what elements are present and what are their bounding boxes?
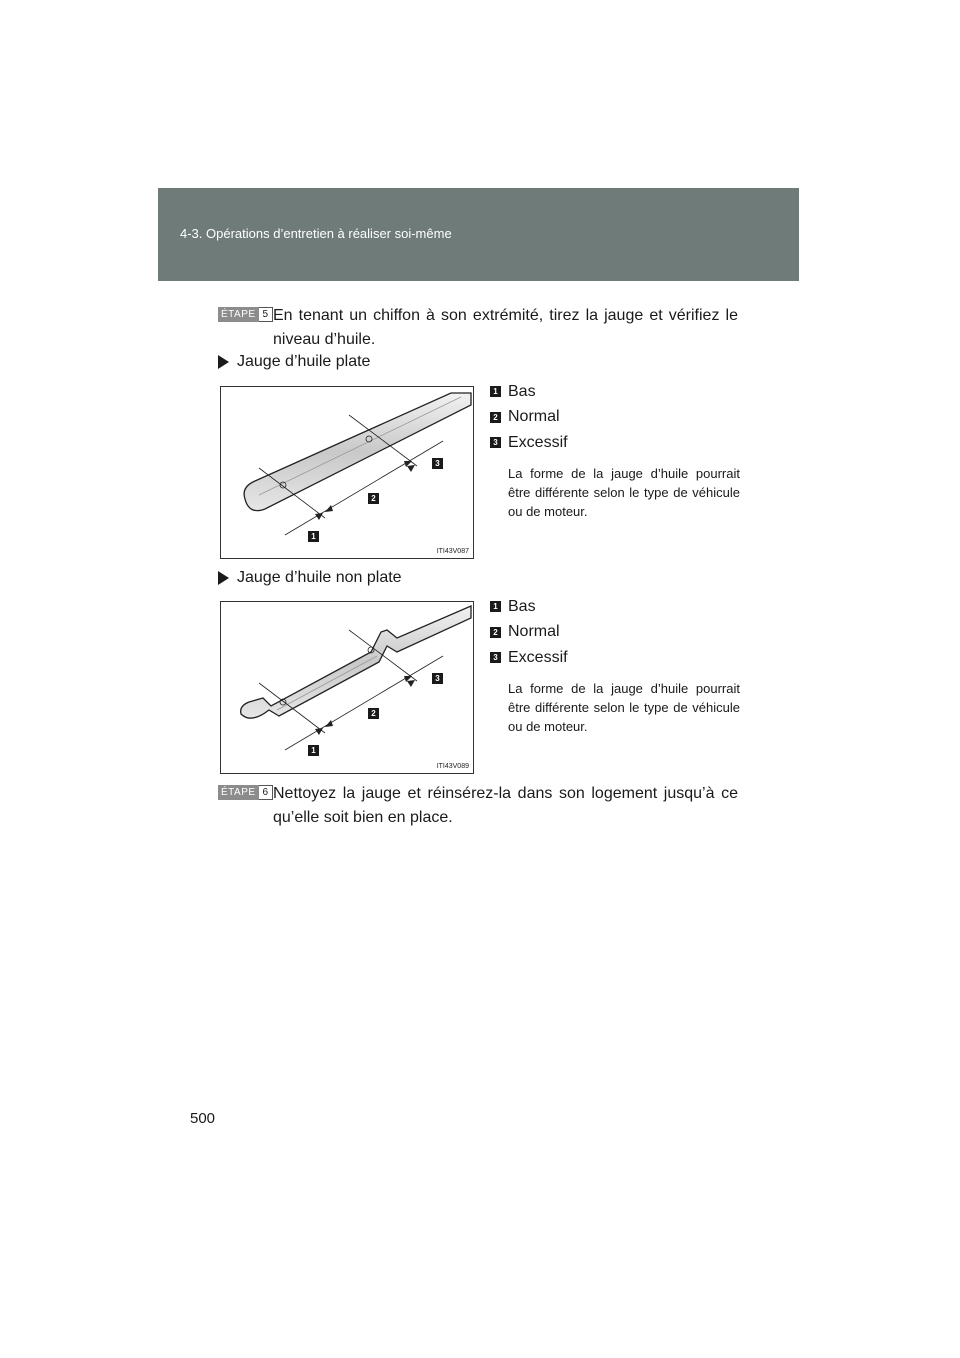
legend-number: 2 bbox=[490, 412, 501, 423]
legend-item bbox=[490, 594, 740, 620]
legend-item bbox=[490, 405, 740, 431]
legend-item bbox=[490, 379, 740, 405]
callout-1: 1 bbox=[308, 531, 319, 542]
figure-non-flat-dipstick bbox=[220, 601, 474, 774]
step-5 bbox=[218, 304, 738, 352]
bullet-non-flat-dipstick bbox=[218, 569, 402, 587]
step-badge-word: ÉTAPE bbox=[218, 785, 259, 800]
callout-3: 3 bbox=[432, 458, 443, 469]
legend-number: 1 bbox=[490, 386, 501, 397]
non-flat-dipstick-illustration bbox=[221, 602, 475, 775]
section-title: 4-3. Opérations d’entretien à réaliser soi-même bbox=[180, 226, 452, 241]
legend-label: Normal bbox=[508, 408, 560, 426]
legend-label: Bas bbox=[508, 597, 536, 615]
page-number: 500 bbox=[190, 1110, 216, 1127]
callout-2: 2 bbox=[368, 493, 379, 504]
legend-label: Excessif bbox=[508, 433, 568, 451]
legend-number: 3 bbox=[490, 652, 501, 663]
legend-item bbox=[490, 430, 740, 456]
legend-label: Excessif bbox=[508, 648, 568, 666]
flat-dipstick-illustration bbox=[221, 387, 475, 560]
bullet-label: Jauge d’huile plate bbox=[237, 353, 371, 370]
legend-number: 1 bbox=[490, 601, 501, 612]
legend-non-flat-dipstick bbox=[490, 594, 740, 736]
figure-code: ITI43V089 bbox=[436, 763, 469, 770]
bullet-label: Jauge d’huile non plate bbox=[237, 569, 402, 586]
callout-1: 1 bbox=[308, 745, 319, 756]
section-header-band bbox=[158, 188, 799, 281]
legend-item bbox=[490, 620, 740, 646]
step-text: Nettoyez la jauge et réinsérez-la dans son logement jusqu’à ce qu’elle soit bien en place. bbox=[273, 785, 738, 826]
step-6 bbox=[218, 782, 738, 830]
legend-number: 2 bbox=[490, 627, 501, 638]
step-badge-number: 6 bbox=[259, 785, 274, 800]
step-badge bbox=[218, 785, 273, 800]
bullet-arrow-icon bbox=[218, 571, 229, 585]
legend-item bbox=[490, 645, 740, 671]
legend-note: La forme de la jauge d’huile pourrait être différente selon le type de véhicule ou de moteur. bbox=[508, 465, 740, 519]
figure-code: ITI43V087 bbox=[436, 548, 469, 555]
bullet-arrow-icon bbox=[218, 355, 229, 369]
step-badge bbox=[218, 307, 273, 322]
legend-flat-dipstick bbox=[490, 379, 740, 521]
callout-2: 2 bbox=[368, 708, 379, 719]
step-badge-word: ÉTAPE bbox=[218, 307, 259, 322]
legend-label: Bas bbox=[508, 382, 536, 400]
step-text: En tenant un chiffon à son extrémité, tirez la jauge et vérifiez le niveau d’huile. bbox=[273, 307, 738, 348]
legend-number: 3 bbox=[490, 437, 501, 448]
bullet-flat-dipstick bbox=[218, 353, 370, 371]
callout-3: 3 bbox=[432, 673, 443, 684]
figure-flat-dipstick bbox=[220, 386, 474, 559]
legend-label: Normal bbox=[508, 623, 560, 641]
step-badge-number: 5 bbox=[259, 307, 274, 322]
legend-note: La forme de la jauge d’huile pourrait être différente selon le type de véhicule ou de moteur. bbox=[508, 680, 740, 734]
